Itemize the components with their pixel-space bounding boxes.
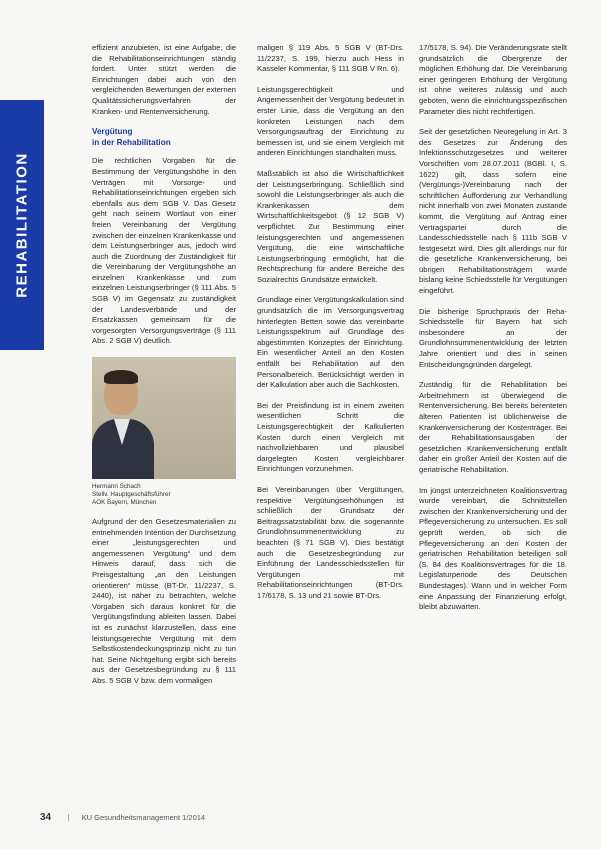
author-photo [92,357,236,479]
caption-role: Stellv. Hauptgeschäftsführer [92,491,171,499]
section-heading-line-1: Vergütung [92,127,133,137]
paragraph: Bei Vereinbarungen über Vergütungen, respektive Vergütungserhöhungen ist schließlich der Grundsatz der Beitragssatzstabilität bzw. die sogenannte Grundlohnsummenentwicklung zu beachten (§ 71 SGB V). Dies bestätigt auch die Gesetzesbegründung zur Einführung der Landesschiedsstellen für Vergütungen mit Rehabilitationseinrichtungen (BT-Drs. 17/6178, S. 13 und 21 sowie BT-Drs. [257,484,404,600]
paragraph: effizient anzubieten, ist eine Aufgabe, die die Rehabilitationseinrichtungen ständig fordert. Unter stützt werden die Einrichtungen dabei auch von den vergleichenden Bewertungen der externen Qualitätssicherungsverfahren der Kranken- und Rentenversicherung. [92,43,236,116]
text-column-3 [419,43,567,623]
paragraph: 17/5178, S. 94). Die Veränderungsrate stellt grundsätzlich die Obergrenze der möglichen Erhöhung dar. Die Vereinbarung einer geringeren Erhöhung der Vergütung ist ohne weiteres zulässig und auch geboten, wenn die einrichtungsspezifischen Parameter dies nicht rechtfertigen. [419,43,567,116]
footer-divider: | [67,813,70,822]
paragraph: Die rechtlichen Vorgaben für die Bestimmung der Vergütungshöhe in den Verträgen mit Vorsorge- und Rehabilitationseinrichtungen ergeben sich ebenfalls aus dem SGB V. Das Gesetz geht nach seinem Wortlaut von einer freien Vereinbarung der Vergütung zwischen der einzelnen Krankenkasse und dem Leistungserbringer aus, jedoch wird auch die Zuordnung der Zuständigkeit für die Vereinbarung der Vergütungshöhe an einzelnen Krankenkasse und zum einzelnen Leistungserbringer (§ 111 Abs. 5 SGB V) im Gegensatz zu zuständigkeit der Landesverbände und der Ersatzkassen gemeinsam für die vorgesorgten Versorgungsverträge (§ 111 Abs. 2 SGB V) deutlich. [92,156,236,346]
text-column-2 [257,43,404,612]
section-heading-line-2: in der Rehabilitation [92,137,171,147]
caption-name: Hermann Schach [92,483,141,491]
magazine-name: KU Gesundheitsmanagement 1/2014 [81,813,206,822]
paragraph: maligen § 119 Abs. 5 SGB V (BT-Drs. 11/2237, S. 199, hierzu auch Hess in Kasseler Kommentar, § 111 SGB V Rn. 6). [257,43,404,74]
photo-caption [92,483,236,507]
paragraph: Maßstäblich ist also die Wirtschaftlichkeit der Leistungserbringung. Schließlich sind sowohl die Leistungserbringer als auch die Krankenkassen dem Wirtschaftlichkeitsgebot (§ 12 SGB V) verpflichtet. Zur Bestimmung einer leistungsgerechten und angemessenen Vergütung, die eine wirtschaftliche Leistungserbringung ermöglicht, hat die Rechtsprechung für andere Bereiche des Sozialrechts Grundsätze entwickelt. [257,168,404,284]
photo-person-hair [104,370,138,384]
paragraph: Im jüngst unterzeichneten Koalitionsvertrag wurde vereinbart, die Schnittstellen zwischen der Krankenversicherung und der Pflegeversicherung zu untersuchen. Es soll geprüft werden, ob sich die Pflegeversicherung an den Kosten der geriatrischen Rehabilitation beteiligen soll (S. 84 des Koalitionsvertrages für die 18. Legislaturperiode des Deutschen Bundestages). Wann und in welcher Form eine Anpassung der Finanzierung erfolgt, bleibt abzuwarten. [419,485,567,612]
section-tab-label: REHABILITATION [13,152,31,298]
page-footer [40,812,205,823]
page-number: 34 [40,812,52,823]
text-column-1 [92,43,236,697]
paragraph: Die bisherige Spruchpraxis der Reha-Schiedsstelle für Bayern hat sich insbesondere an der Grundlohnsummenentwicklung der letzten Jahre orientiert und dies in seinen Entscheidungsgründen dargelegt. [419,306,567,369]
paragraph: Grundlage einer Vergütungskalkulation sind grundsätzlich die im Versorgungsvertrag hinterlegten Betten sowie das vereinbarte Leistungsspektrum auf Grundlage des abgestimmten Konzeptes der Einrichtung. Ein wesentlicher Anteil an den Kosten entfällt bei Rehabilitation auf den Personalbereich. Berücksichtigt werden in der Kalkulation aber auch die Sachkosten. [257,295,404,390]
section-tab [0,100,44,350]
section-heading [92,127,236,148]
paragraph: Seit der gesetzlichen Neuregelung in Art. 3 des Gesetzes zur Änderung des Infektionsschutzgesetzes und weiterer Vorschriften vom 28.07.2011 (BGBl. I, S. 1622) gilt, dass sofern eine (Vergütungs-)Vereinbarung nach der schriftlichen Aufforderung zur Verhandlung nicht innerhalb von zwei Monaten zustande kommt, die Vergütung auf Antrag einer Vertragspartei durch die Landesschiedsstelle nach § 111b SGB V festgesetzt wird. Dies gilt allerdings nur für die gesetzliche Krankenversicherung, bei übrigen Rehabilitationsträgern wurde bislang keine Schiedsstelle für Vergütungen eingeführt. [419,127,567,296]
paragraph: Zuständig für die Rehabilitation bei Arbeitnehmern ist überwiegend die Rentenversicherung. Bei bereits berenteten älteren Patienten ist üblicherweise die Krankenversicherung der Kostenträger. Bei der Rehabilitationsausgaben der gesetzlichen Krankenversicherung entfällt daher ein großer Anteil der Kosten auf die geriatrische Rehabilitation. [419,380,567,474]
paragraph: Bei der Preisfindung ist in einem zweiten wesentlichen Schritt die Leistungsgerechtigkeit der Kalkulierten Kosten durch einen Vergleich mit nachvollziehbaren und plausibel dargelegten Kosten vergleichbarer Einrichtungen vorzunehmen. [257,400,404,474]
paragraph: Leistungsgerechtigkeit und Angemessenheit der Vergütung bedeutet in erster Linie, dass die Vergütung an den konkreten Leistungen nach dem Versorgungsauftrag der Einrichtung zu bemessen ist, und sie einem Vergleich mit anderen Einrichtungen standhalten muss. [257,84,404,158]
caption-org: AOK Bayern, München [92,499,157,507]
paragraph: Aufgrund der den Gesetzesmaterialien zu entnehmenden Intention der Durchsetzung einer „leistungsgerechten und angemessenen Vergütung“ und dem Hinweis darauf, dass sich die Preisgestaltung „an den Leistungen orientieren“ müsse (BT-Dr. 11/2237, S. 2440), ist näher zu betrachten, welche Vorgaben sich daraus konkret für die Vergütungsfindung ableiten lassen. Dabei ist es zunächst klarzustellen, dass eine leistungsgerechte Vergütung mit dem Selbstkostendeckungsprinzip nicht zu tun hat. Seine Nichtgeltung ergibt sich bereits aus der Gesetzesbegründung zu § 111 Abs. 5 SGB V bzw. dem vormaligen [92,517,236,685]
